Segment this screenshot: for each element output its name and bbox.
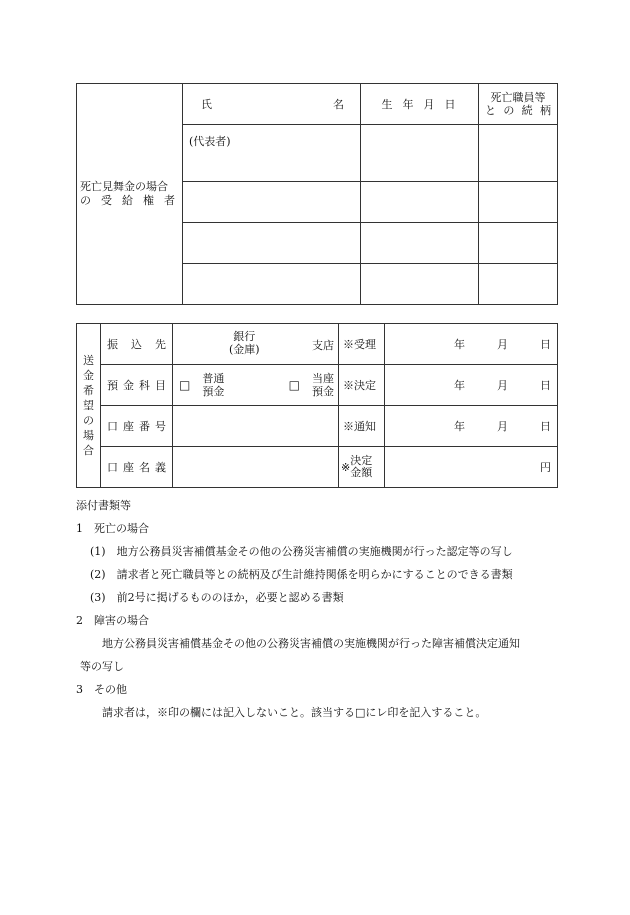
notes-section-2: 2 障害の場合 (76, 614, 149, 627)
recipient-relation-field-1[interactable] (479, 125, 558, 182)
attached-documents-notes (76, 494, 562, 724)
recipient-relation-field-4[interactable] (479, 264, 558, 305)
recipient-name-field-3[interactable] (183, 223, 361, 264)
notes-section-3-text: 請求者は，※印の欄には記入しないこと。該当する□にレ印を記入すること。 (102, 706, 487, 719)
representative-label: (代表者) (189, 135, 231, 148)
decision-amount-mark: ※ 決定 金額 (339, 447, 385, 488)
notes-title: 添付書類等 (76, 499, 131, 512)
recipient-name-field-1[interactable] (183, 125, 361, 182)
recipient-birth-field-4[interactable] (361, 264, 479, 305)
recipient-birth-field-2[interactable] (361, 182, 479, 223)
ordinary-deposit-checkbox[interactable]: □ (179, 378, 191, 392)
deposit-type-field (173, 365, 339, 406)
recipient-label-line1: 死亡見舞金の場合 (80, 180, 168, 193)
header-birth-date: 生年月日 (361, 84, 479, 125)
notes-section-2-text: 地方公務員災害補償基金その他の公務災害補償の実施機関が行った障害補償決定通知 (102, 637, 520, 650)
recipient-birth-field-1[interactable] (361, 125, 479, 182)
notes-section-2-text-cont: 等の写し (80, 660, 124, 673)
recipient-birth-field-3[interactable] (361, 223, 479, 264)
notice-date-field: 年 月 日 (385, 406, 558, 447)
decision-date-field: 年 月 日 (385, 365, 558, 406)
recipient-table (76, 83, 558, 305)
recipient-name-field-4[interactable] (183, 264, 361, 305)
bank-field[interactable] (173, 324, 339, 365)
recipient-relation-field-3[interactable] (479, 223, 558, 264)
header-relation: 死亡職員等 と の 続 柄 (479, 84, 558, 125)
received-mark: ※受理 (339, 324, 385, 365)
account-holder-field[interactable] (173, 447, 339, 488)
notes-section-1: 1 死亡の場合 (76, 522, 149, 535)
account-number-label: 口 座 番 号 (101, 406, 173, 447)
ordinary-deposit-label: 普通 預金 (202, 372, 225, 398)
decision-mark: ※決定 (339, 365, 385, 406)
notes-item: (3) 前2号に掲げるもののほか，必要と認める書類 (90, 591, 344, 604)
bank-label: 銀行 (金庫) (229, 330, 260, 356)
current-deposit-checkbox[interactable]: □ (288, 378, 300, 392)
account-holder-label: 口 座 名 義 (101, 447, 173, 488)
recipient-name-field-2[interactable] (183, 182, 361, 223)
decision-amount-field: 円 (385, 447, 558, 488)
notes-item: (2) 請求者と死亡職員等との続柄及び生計維持関係を明らかにすることのできる書類 (90, 568, 513, 581)
account-number-field[interactable] (173, 406, 339, 447)
header-name: 氏 名 (183, 84, 361, 125)
recipient-label-line2: の 受 給 権 者 (80, 194, 175, 207)
remittance-vertical-label: 送 金 希 望 の 場 合 (77, 324, 101, 488)
current-deposit-label: 当座 預金 (312, 372, 334, 398)
received-date-field: 年 月 日 (385, 324, 558, 365)
notes-item: (1) 地方公務員災害補償基金その他の公務災害補償の実施機関が行った認定等の写し (90, 545, 513, 558)
recipient-relation-field-2[interactable] (479, 182, 558, 223)
branch-label: 支店 (312, 339, 334, 352)
deposit-type-label: 預 金 科 目 (101, 365, 173, 406)
transfer-destination-label (101, 324, 173, 365)
remittance-table (76, 323, 558, 488)
notice-mark: ※通知 (339, 406, 385, 447)
transfer-destination-text: 振 込 先 (107, 338, 166, 351)
recipient-row-label (77, 84, 183, 305)
notes-section-3: 3 その他 (76, 683, 127, 696)
